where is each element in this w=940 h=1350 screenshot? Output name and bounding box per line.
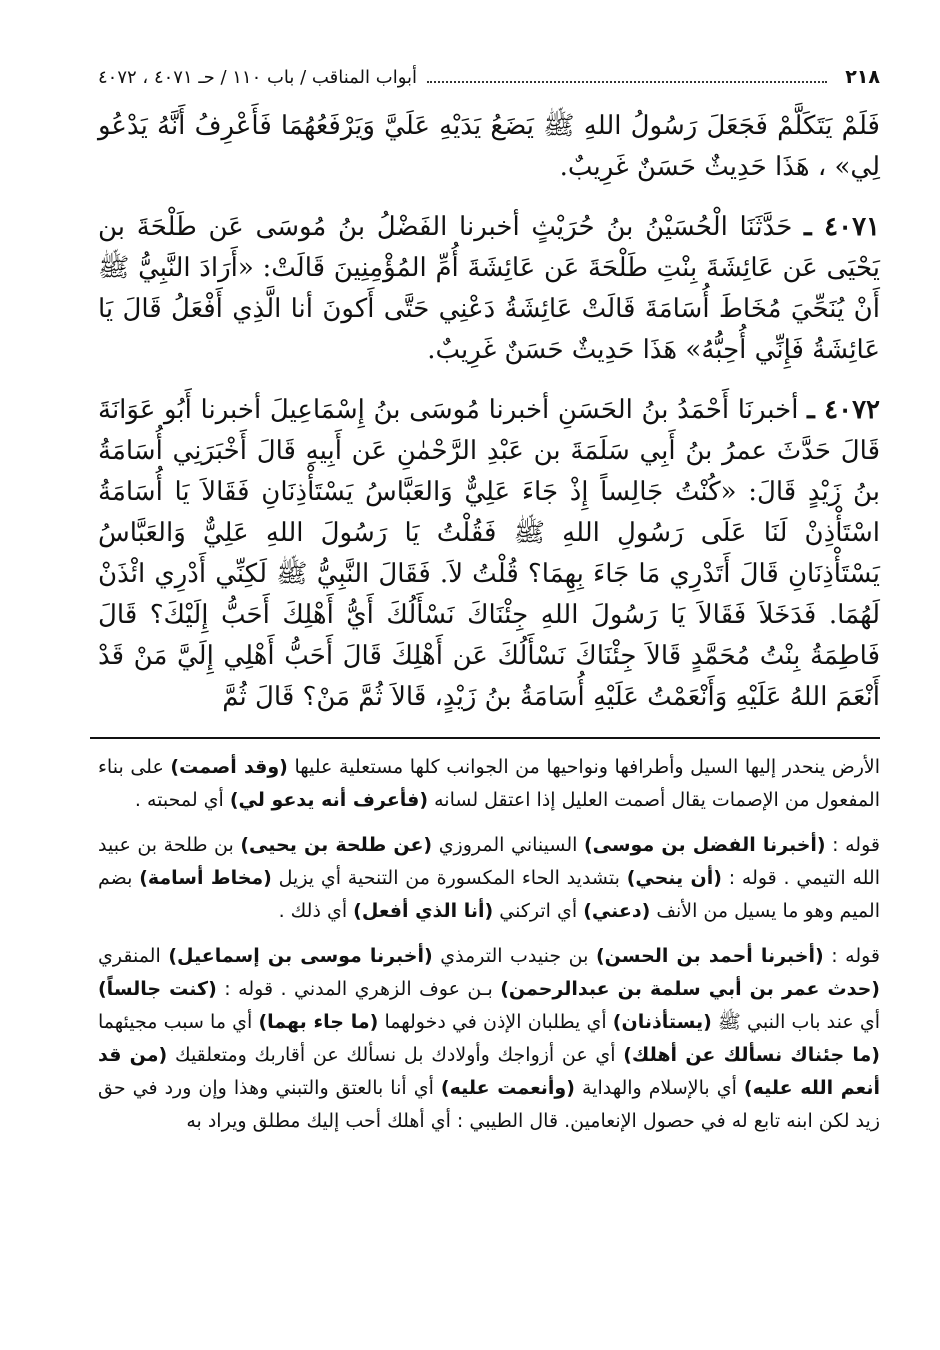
hadith-4071 xyxy=(98,207,880,371)
note-quote: (أخبرنا الفضل بن موسى) xyxy=(583,834,826,856)
note-quote: (من قد أنعم الله عليه) xyxy=(98,1044,881,1099)
note-text: على بناء المفعول من الإصمات يقال أصمت العليل إذا اعتقل لسانه xyxy=(98,756,880,811)
note-text: قوله : xyxy=(832,834,880,856)
hadith-continuation xyxy=(98,106,880,188)
page-header xyxy=(98,66,880,106)
note-quote: (مخاط أسامة) xyxy=(139,867,272,889)
commentary-paragraph xyxy=(98,829,880,928)
commentary xyxy=(98,751,880,1138)
note-quote: (وقد أصمت) xyxy=(170,756,288,778)
commentary-paragraph xyxy=(98,751,880,817)
note-quote: (فأعرف أنه يدعو لي) xyxy=(229,789,429,811)
hadith-number: ٤٠٧٢ ـ xyxy=(807,395,881,425)
note-quote: (كنت جالساً) xyxy=(98,978,217,1000)
note-text: بن جنيدب الترمذي xyxy=(440,945,589,967)
note-text: أي يطلبان الإذن في دخولهما xyxy=(384,1011,607,1033)
note-text: أي ما سبب مجيئهما xyxy=(98,1011,253,1033)
page-number: ٢١٨ xyxy=(845,66,880,88)
note-quote: (أن ينحي) xyxy=(626,867,722,889)
note-text: أي ذلك . xyxy=(278,900,348,922)
note-quote: (أخبرنا أحمد بن الحسن) xyxy=(595,945,824,967)
hadith-4072 xyxy=(98,390,880,718)
note-quote: (ما جئناك نسألك عن أهلك) xyxy=(623,1044,880,1066)
paragraph-text: فَلَمْ يَتَكَلَّمْ فَجَعَلَ رَسُولُ اللهِ ﷺ يَضَعُ يَدَيْهِ عَلَيَّ وَيَرْفَعُهُمَا فَأَعْرِفُ أَنَّهُ يَدْعُو لِي» ، هَذَا حَدِيثٌ حَسَنٌ غَرِيبٌ. xyxy=(98,111,880,182)
note-text: بن طلحة بن عبيد الله التيمي . قوله : xyxy=(98,834,881,889)
note-text: أي عن أزواجك وأولادك بل نسألك عن أقاربك ومتعلقيك xyxy=(174,1044,616,1066)
running-title: أبواب المناقب / باب ١١٠ / حـ ٤٠٧١ ، ٤٠٧٢ xyxy=(98,67,417,88)
note-quote: (دعني) xyxy=(583,900,651,922)
note-quote: (وأنعمت عليه) xyxy=(440,1077,575,1099)
paragraph-text: أخبرنَا أَحْمَدُ بنُ الحَسَنِ أخبرنا مُوسَى بنُ إِسْمَاعِيلَ أخبرنا أَبُو عَوَانَةَ قَالَ حَدَّثَ عمرُ بنُ أَبِي سَلَمَةَ بن عَبْدِ الرَّحْمٰنِ عَن أَبِيهِ قَالَ أَخْبَرَنِي أُسَامَةُ بنُ زَيْدٍ قَالَ: «كُنْتُ جَالِساً إِذْ جَاءَ عَلِيٌّ وَالعَبَّاسُ يَسْتَأْذِنَانِ فَقَالاَ يَا أُسَامَةُ اسْتَأْذِنْ لَنَا عَلَى رَسُولِ اللهِ ﷺ فَقُلْتُ يَا رَسُولَ اللهِ عَلِيٌّ وَالعَبَّاسُ يَسْتَأْذِنَانِ قَالَ أَتَدْرِي مَا جَاءَ بِهِمَا؟ قُلْتُ لاَ. فَقَالَ النَّبِيُّ ﷺ لَكِنِّي أَدْرِي ائْذَنْ لَهُمَا. فَدَخَلاَ فَقَالاَ يَا رَسُولَ اللهِ جِئْنَاكَ نَسْأَلُكَ أَيُّ أَهْلِكَ أَحَبُّ إِلَيْكَ؟ قَالَ فَاطِمَةُ بِنْتُ مُحَمَّدٍ قَالاَ جِئْنَاكَ نَسْأَلُكَ عَن أَهْلِكَ قَالَ أَحَبُّ أَهْلِي إِلَيَّ مَنْ قَدْ أَنْعَمَ اللهُ عَلَيْهِ وَأَنْعَمْتُ عَلَيْهِ أُسَامَةُ بنُ زَيْدٍ، قَالاَ ثُمَّ مَنْ؟ قَالَ ثُمَّ xyxy=(98,395,880,712)
note-quote: (أنا الذي أفعل) xyxy=(353,900,494,922)
dotted-leader xyxy=(427,80,827,83)
note-text: السيناني المروزي xyxy=(438,834,578,856)
note-text: بـن عوف الزهري المدني . قوله : xyxy=(224,978,493,1000)
note-quote: (ما جاء بهما) xyxy=(258,1011,379,1033)
hadith-text xyxy=(98,106,880,718)
book-page xyxy=(98,66,880,1332)
note-text: الأرض ينحدر إليها السيل وأطرافها ونواحيها من الجوانب كلها مستعلية عليها xyxy=(294,756,881,778)
note-text: أي بالإسلام والهداية xyxy=(581,1077,737,1099)
commentary-paragraph xyxy=(98,940,880,1138)
hadith-number: ٤٠٧١ ـ xyxy=(804,212,881,242)
note-text: قوله : xyxy=(831,945,881,967)
note-quote: (حدث عمر بن أبي سلمة بن عبدالرحمن) xyxy=(500,978,880,1000)
footnote-separator xyxy=(90,737,880,739)
note-text: المنقري xyxy=(98,945,161,967)
paragraph-text: حَدَّثَنَا الْحُسَيْنُ بنُ حُرَيْثٍ أخبرنا الفَضْلُ بنُ مُوسَى عَن طَلْحَةَ بن يَحْيَى عَن عَائِشَةَ بِنْتِ طَلْحَةَ عَن عَائِشَةَ أُمِّ المُؤْمِنِينَ قَالَتْ: «أَرَادَ النَّبِيُّ ﷺ أَنْ يُنَحِّيَ مُخَاطَ أُسَامَةَ قَالَتْ عَائِشَةُ دَعْنِي حَتَّى أَكونَ أنا الَّذِي أَفْعَلُ قَالَ يَا عَائِشَةُ فَإِنِّي أُحِبُّهُ» هَذَا حَدِيثٌ حَسَنٌ غَرِيبٌ. xyxy=(98,212,880,365)
note-quote: (عن طلحة بن يحيى) xyxy=(240,834,433,856)
note-text: أي اتركني xyxy=(499,900,578,922)
note-text: أي أنا بالعتق والتبني وهذا وإن ورد في حق زيد لكن ابنه تابع له في حصول الإنعامين. قال الطيبي : أي أهلك أحب إليك مطلق ويراد به xyxy=(98,1077,880,1132)
note-quote: (أخبرنا موسى بن إسماعيل) xyxy=(168,945,433,967)
note-text: بتشديد الحاء المكسورة من التنحية أي يزيل xyxy=(278,867,620,889)
note-text: بضم الميم وهو ما يسيل من الأنف xyxy=(98,867,880,922)
note-text: أي عند باب النبي ﷺ xyxy=(717,1011,880,1033)
note-quote: (يستأذنان) xyxy=(612,1011,712,1033)
note-text: أي لمحبته . xyxy=(134,789,224,811)
